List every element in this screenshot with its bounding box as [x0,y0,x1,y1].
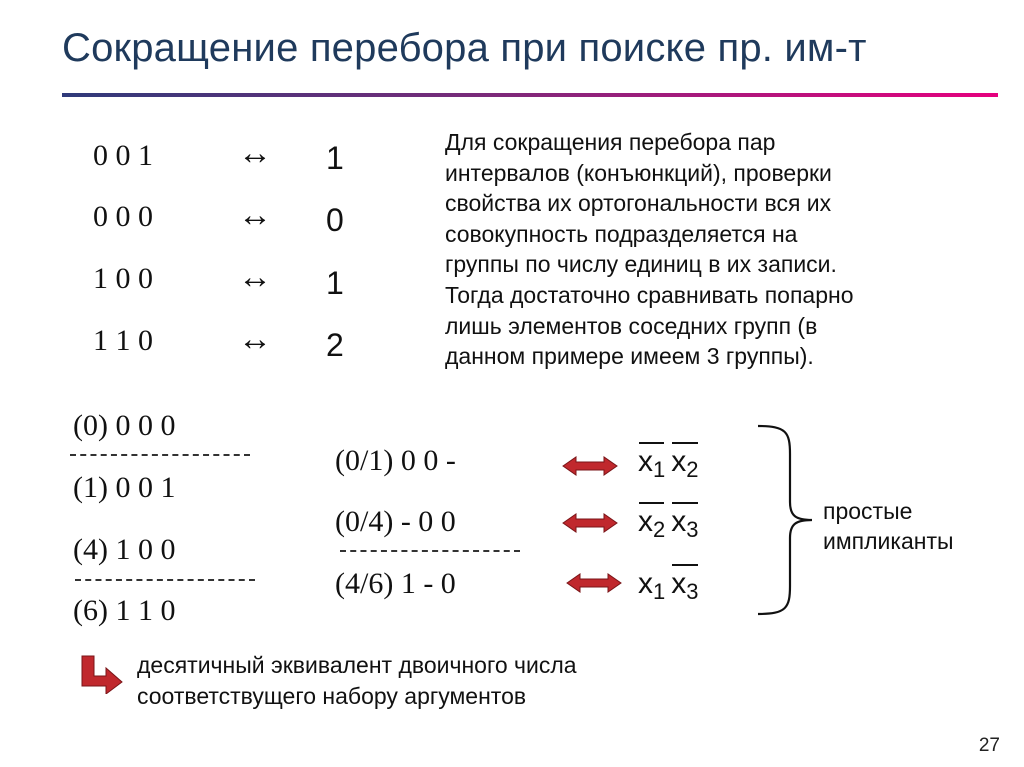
table-row-bits: 1 1 0 [93,324,153,357]
red-double-arrow-icon [566,573,622,593]
table-row-bits: 0 0 0 [93,200,153,233]
slide-title: Сокращение перебора при поиске пр. им-т [62,26,867,70]
double-arrow-icon: ↔ [238,135,272,172]
red-double-arrow-icon [562,513,618,533]
footnote-line: соответствущего набору аргументов [137,683,527,709]
implicant-expression [638,505,699,543]
pair-label: (4/6) 1 - 0 [335,567,456,600]
group-divider [75,579,255,581]
implicant-expression [638,567,699,605]
group-row: (4) 1 0 0 [73,533,176,566]
curly-brace-icon [750,424,820,616]
group-row: (0) 0 0 0 [73,409,176,442]
brace-label [823,496,954,556]
table-row-decimal: 0 [326,202,344,238]
table-row-decimal: 2 [326,327,344,363]
pair-label: (0/4) - 0 0 [335,505,456,538]
variable: $x_1$ [638,445,666,482]
pair-divider [340,550,520,552]
paragraph-line: Тогда достаточно сравнивать попарно [445,281,854,308]
table-row-bits: 1 0 0 [93,262,153,295]
variable: $x_3$ [671,567,699,604]
variable: $x_2$ [638,505,666,542]
variable: $x_2$ [671,445,699,482]
explanation-paragraph [445,127,1005,372]
paragraph-line: лишь элементов соседних групп (в [445,312,818,339]
footnote-line: десятичный эквивалент двоичного числа [137,652,577,678]
paragraph-line: данном примере имеем 3 группы). [445,343,814,370]
group-row: (1) 0 0 1 [73,471,176,504]
red-double-arrow-icon [562,456,618,476]
paragraph-line: совокупность подразделяется на [445,220,798,247]
brace-label-line: простые [823,498,913,524]
implicant-expression [638,445,699,483]
group-divider [70,454,250,456]
table-row-decimal: 1 [326,265,344,301]
double-arrow-icon: ↔ [238,259,272,296]
red-bent-arrow-icon [80,654,124,694]
table-row-bits: 0 0 1 [93,139,153,172]
double-arrow-icon: ↔ [238,197,272,234]
footnote [137,650,577,712]
paragraph-line: группы по числу единиц в их записи. [445,251,837,278]
variable: $x_3$ [671,505,699,542]
title-underline [62,93,998,97]
table-row-decimal: 1 [326,140,344,176]
page-number: 27 [978,735,1000,756]
paragraph-line: интервалов (конъюнкций), проверки [445,159,832,186]
paragraph-line: Для сокращения перебора пар [445,129,776,155]
variable: $x_1$ [638,567,666,604]
paragraph-line: свойства их ортогональности вся их [445,190,832,217]
group-row: (6) 1 1 0 [73,594,176,627]
pair-label: (0/1) 0 0 - [335,444,456,477]
double-arrow-icon: ↔ [238,321,272,358]
brace-label-line: импликанты [823,528,954,554]
